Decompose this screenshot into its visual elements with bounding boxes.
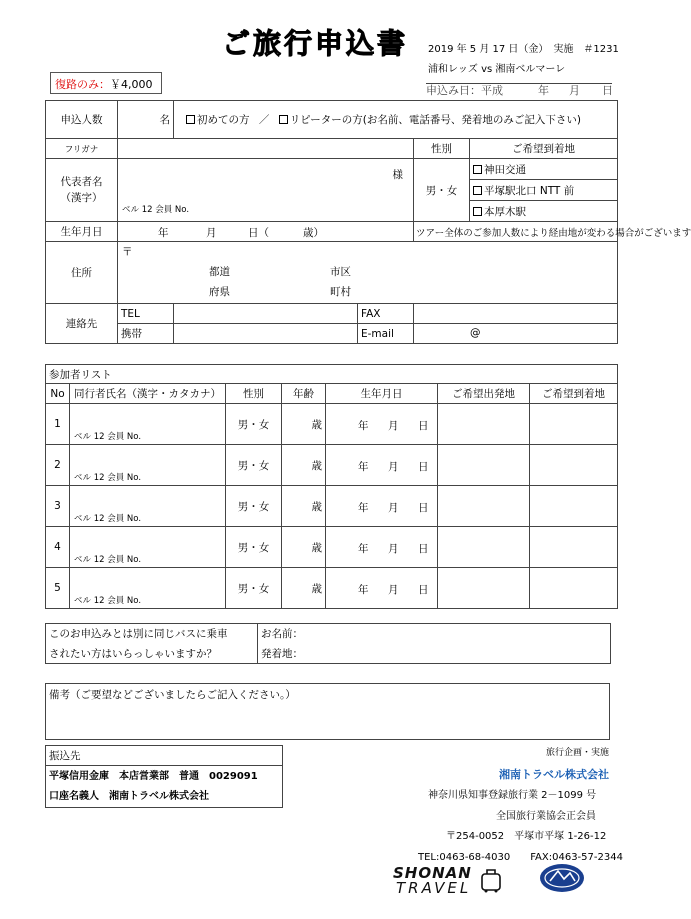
remarks-field[interactable] <box>46 684 610 740</box>
row-birth-year: 年 <box>358 420 369 432</box>
dest-option-3-label: 本厚木駅 <box>484 205 526 218</box>
tel-field[interactable] <box>174 304 358 324</box>
rep-name-label-1: 代表者名 <box>60 176 103 188</box>
row-no: 5 <box>46 568 70 609</box>
destination-label: ご希望到着地 <box>470 139 618 159</box>
bank-line-2: 口座名義人 湘南トラベル株式会社 <box>49 790 209 802</box>
price-value: ￥4,000 <box>110 78 153 91</box>
fax-label: FAX <box>358 304 414 324</box>
furigana-field[interactable] <box>118 139 414 159</box>
row-age[interactable]: 歳 <box>282 527 326 568</box>
row-arrival-field[interactable] <box>530 445 618 486</box>
companion-name-field[interactable] <box>70 445 226 486</box>
other-bus-name-label: お名前： <box>261 628 303 641</box>
participant-list-title: 参加者リスト <box>46 365 618 384</box>
row-bell-member: ベル 12 会員 No. <box>74 432 142 442</box>
header-no: No <box>46 384 70 404</box>
other-bus-question-1: このお申込みとは別に同じバスに乗車 <box>46 624 258 644</box>
gender-label: 性別 <box>414 139 470 159</box>
bank-box <box>45 745 283 808</box>
dest-checkbox-1[interactable] <box>473 165 482 174</box>
participant-row <box>46 404 618 445</box>
mobile-field[interactable] <box>174 324 358 344</box>
row-age[interactable]: 歳 <box>282 486 326 527</box>
bank-label: 振込先 <box>46 746 283 766</box>
other-bus-place-label: 発着地： <box>261 647 303 660</box>
row-gender[interactable]: 男・女 <box>226 568 282 609</box>
row-bell-member: ベル 12 会員 No. <box>74 596 142 606</box>
header-age: 年齢 <box>282 384 326 404</box>
dest-option-2-label: 平塚駅北口 NTT 前 <box>484 184 575 197</box>
postal-mark: 〒 <box>122 246 133 258</box>
other-bus-name-field[interactable] <box>258 624 611 644</box>
row-departure-field[interactable] <box>438 404 530 445</box>
contact-label: 連絡先 <box>46 304 118 344</box>
row-no: 4 <box>46 527 70 568</box>
row-bell-member: ベル 12 会員 No. <box>74 514 142 524</box>
price-box <box>50 72 162 94</box>
company-license: 神奈川県知事登録旅行業 2－1099 号 <box>428 790 597 801</box>
row-birth-year: 年 <box>358 584 369 596</box>
apply-date-field[interactable] <box>426 82 613 97</box>
honorific: 様 <box>392 169 403 181</box>
companion-name-field[interactable] <box>70 568 226 609</box>
fax-field[interactable] <box>414 304 618 324</box>
row-departure-field[interactable] <box>438 486 530 527</box>
header-arrival: ご希望到着地 <box>530 384 618 404</box>
row-birth-year: 年 <box>358 502 369 514</box>
rep-name-label <box>46 159 118 222</box>
count-unit: 名 <box>159 114 170 126</box>
company-address: 〒254-0052 平塚市平塚 1-26-12 <box>446 831 607 842</box>
row-no: 2 <box>46 445 70 486</box>
row-birth-day: 日 <box>418 420 429 432</box>
header-birthdate: 生年月日 <box>326 384 438 404</box>
row-age[interactable]: 歳 <box>282 568 326 609</box>
furigana-label: フリガナ <box>46 139 118 159</box>
row-no: 1 <box>46 404 70 445</box>
dest-option-1-label: 神田交通 <box>484 163 526 176</box>
apply-date-year: 年 <box>538 84 549 97</box>
row-bell-member: ベル 12 会員 No. <box>74 473 142 483</box>
bank-details <box>46 766 283 808</box>
association-logo-icon <box>538 861 586 895</box>
participant-row <box>46 445 618 486</box>
dest-checkbox-2[interactable] <box>473 186 482 195</box>
row-gender[interactable]: 男・女 <box>226 404 282 445</box>
companion-name-field[interactable] <box>70 486 226 527</box>
company-name: 湘南トラベル株式会社 <box>499 768 609 781</box>
other-bus-table <box>45 623 611 664</box>
rep-name-label-2: （漢字） <box>60 192 103 204</box>
mobile-label: 携帯 <box>118 324 174 344</box>
companion-name-field[interactable] <box>70 527 226 568</box>
row-arrival-field[interactable] <box>530 527 618 568</box>
other-bus-place-field[interactable] <box>258 644 611 664</box>
apply-date-day: 日 <box>602 84 613 97</box>
dest-checkbox-3[interactable] <box>473 207 482 216</box>
row-birth-month: 月 <box>388 461 399 473</box>
row-birth-day: 日 <box>418 461 429 473</box>
row-birth-month: 月 <box>388 543 399 555</box>
row-birthdate[interactable] <box>326 486 438 527</box>
address-field[interactable] <box>118 242 618 304</box>
logo-shonan: SHONAN <box>393 864 472 882</box>
participant-row <box>46 486 618 527</box>
repeater-label: リピーターの方(お名前、電話番号、発着地のみご記入下さい) <box>289 114 581 126</box>
remarks-label: 備考（ご要望などございましたらご記入ください。） <box>49 689 296 701</box>
email-at: @ <box>470 327 481 339</box>
row-birth-month: 月 <box>388 502 399 514</box>
row-birth-year: 年 <box>358 461 369 473</box>
participant-header-row <box>46 384 618 404</box>
header-gender: 性別 <box>226 384 282 404</box>
address-shiku: 市区 <box>330 266 351 278</box>
birth-label: 生年月日 <box>46 222 118 242</box>
company-association: 全国旅行業協会正会員 <box>496 811 596 822</box>
route-note: ツアー全体のご参加人数により経由地が変わる場合がございます <box>414 222 618 242</box>
repeat-options <box>174 101 618 139</box>
email-label: E-mail <box>358 324 414 344</box>
birth-age: 歳） <box>303 227 324 239</box>
apply-date-label: 申込み日：平成 <box>426 84 503 97</box>
row-birth-day: 日 <box>418 502 429 514</box>
row-age[interactable]: 歳 <box>282 445 326 486</box>
first-time-checkbox[interactable] <box>186 115 195 124</box>
apply-date-month: 月 <box>569 84 580 97</box>
address-todo: 都道 <box>209 266 230 278</box>
companion-name-field[interactable] <box>70 404 226 445</box>
participant-row <box>46 568 618 609</box>
row-birth-day: 日 <box>418 543 429 555</box>
row-gender[interactable]: 男・女 <box>226 445 282 486</box>
row-birthdate[interactable] <box>326 404 438 445</box>
suitcase-icon <box>478 866 506 894</box>
company-phone: TEL:0463-68-4030 FAX:0463-57-2344 <box>418 852 623 863</box>
dest-option-1[interactable] <box>470 159 618 180</box>
other-bus-question-2: されたい方はいらっしゃいますか？ <box>46 644 258 664</box>
birth-field[interactable] <box>118 222 414 242</box>
row-arrival-field[interactable] <box>530 486 618 527</box>
header-departure: ご希望出発地 <box>438 384 530 404</box>
company-role: 旅行企画・実施 <box>546 748 610 758</box>
participant-row <box>46 527 618 568</box>
event-match: 浦和レッズ vs 湘南ベルマーレ <box>428 64 566 75</box>
row-birthdate[interactable] <box>326 527 438 568</box>
first-time-label: 初めての方 <box>197 114 250 126</box>
row-arrival-field[interactable] <box>530 568 618 609</box>
row-departure-field[interactable] <box>438 527 530 568</box>
row-birthdate[interactable] <box>326 568 438 609</box>
row-arrival-field[interactable] <box>530 404 618 445</box>
rep-bell-member: ベル 12 会員 No. <box>122 205 190 215</box>
address-fuken: 府県 <box>209 286 230 298</box>
row-departure-field[interactable] <box>438 568 530 609</box>
event-date: 2019 年 5 月 17 日（金） 実施 ＃1231 <box>428 44 619 55</box>
birth-day: 日（ <box>248 227 269 239</box>
row-gender[interactable]: 男・女 <box>226 486 282 527</box>
birth-year: 年 <box>158 227 169 239</box>
rep-gender[interactable]: 男・女 <box>414 159 470 222</box>
form-title: ご旅行申込書 <box>222 27 409 60</box>
dest-option-2[interactable] <box>470 180 618 201</box>
row-birth-day: 日 <box>418 584 429 596</box>
count-field[interactable] <box>118 101 174 139</box>
dest-option-3[interactable] <box>470 201 618 222</box>
price-label: 復路のみ： <box>55 78 110 91</box>
rep-name-field[interactable] <box>118 159 414 222</box>
row-birthdate[interactable] <box>326 445 438 486</box>
option-slash: ／ <box>258 114 270 126</box>
row-age[interactable]: 歳 <box>282 404 326 445</box>
header-companion-name: 同行者氏名（漢字・カタカナ） <box>70 384 226 404</box>
bank-line-1: 平塚信用金庫 本店営業部 普通 0029091 <box>49 770 258 782</box>
repeater-checkbox[interactable] <box>279 115 288 124</box>
row-bell-member: ベル 12 会員 No. <box>74 555 142 565</box>
row-birth-month: 月 <box>388 584 399 596</box>
address-label: 住所 <box>46 242 118 304</box>
applicant-table <box>45 100 691 344</box>
row-departure-field[interactable] <box>438 445 530 486</box>
remarks-box <box>45 683 610 740</box>
logo-travel: TRAVEL <box>396 879 472 897</box>
row-birth-month: 月 <box>388 420 399 432</box>
row-gender[interactable]: 男・女 <box>226 527 282 568</box>
address-chouson: 町村 <box>330 286 351 298</box>
birth-month: 月 <box>206 227 217 239</box>
count-label: 申込人数 <box>46 101 118 139</box>
participant-table <box>45 364 618 609</box>
email-field[interactable] <box>414 324 618 344</box>
row-birth-year: 年 <box>358 543 369 555</box>
tel-label: TEL <box>118 304 174 324</box>
row-no: 3 <box>46 486 70 527</box>
